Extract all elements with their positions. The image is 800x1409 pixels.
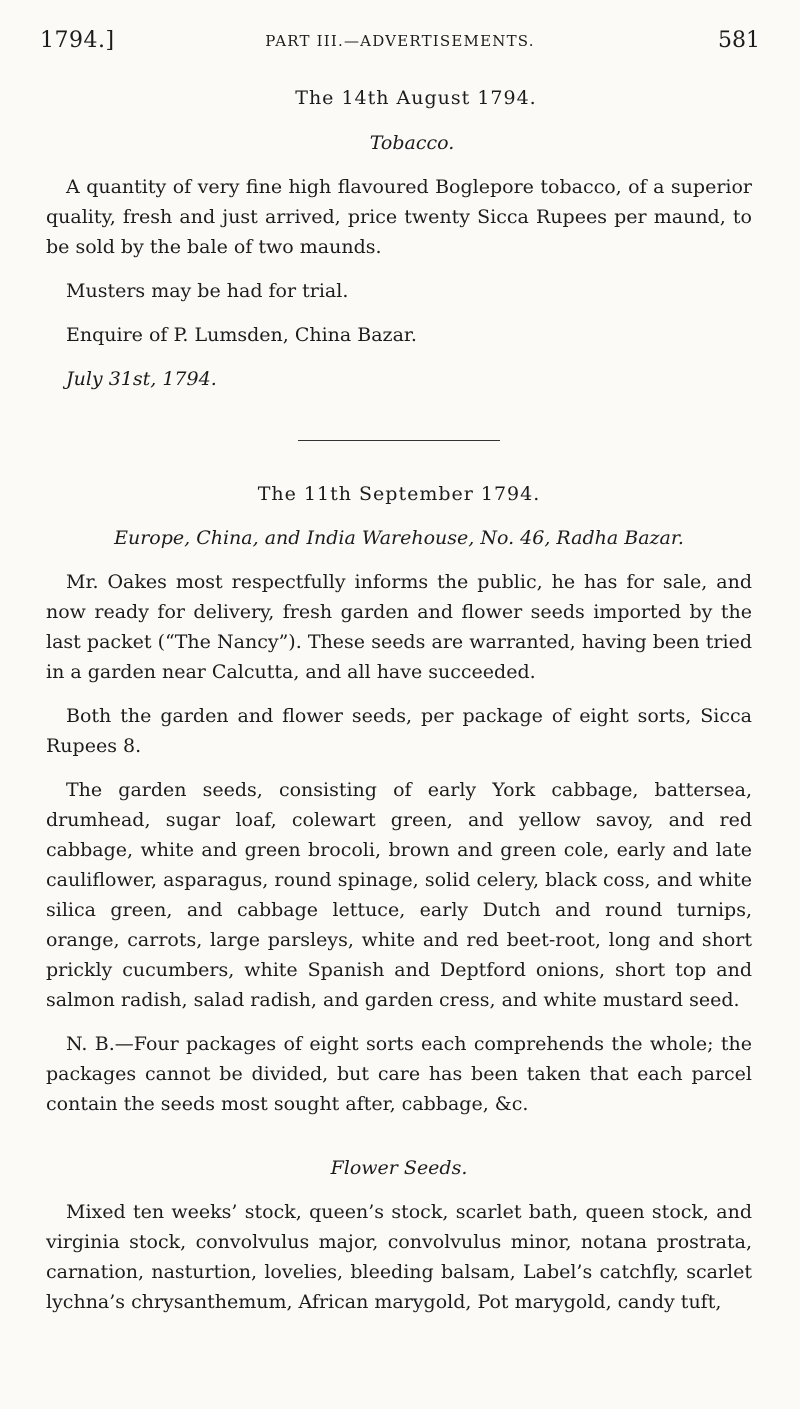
advert-signoff-date: July 31st, 1794. — [66, 368, 217, 390]
advert-heading: Tobacco. — [369, 132, 455, 154]
advert-heading: Europe, China, and India Warehouse, No. 46, Radha Bazar. — [114, 527, 684, 549]
advert-dateline: The 14th August 1794. — [295, 87, 537, 109]
paragraph: A quantity of very fine high flavoured Boglepore tobacco, of a superior quality, fresh and just arrived, price twenty Sicca Rupees per maund, to be sold by the bale of two maunds. — [46, 176, 752, 258]
flower-seeds-heading: Flower Seeds. — [330, 1157, 468, 1179]
paragraph: N. B.—Four packages of eight sorts each comprehends the whole; the packages cannot be divided, but care has been taken that each parcel contain the seeds most sought after, cabbage, &c. — [46, 1033, 752, 1115]
section-divider — [298, 440, 500, 441]
running-head — [40, 28, 760, 58]
page-content — [46, 83, 752, 1317]
paragraph: The garden seeds, consisting of early York cabbage, battersea, drumhead, sugar loaf, colewart green, and yellow savoy, and red cabbage, white and green brocoli, brown and green cole, early and late cauliflower, asparagus, round spinage, solid celery, black coss, and white silica green, and cabbage lettuce, early Dutch and round turnips, orange, carrots, large parsleys, white and red beet-root, long and short prickly cucumbers, white Spanish and Deptford onions, short top and salmon radish, salad radish, and garden cress, and white mustard seed. — [46, 779, 752, 1011]
header-section-title: PART III.—ADVERTISEMENTS. — [265, 32, 535, 50]
paragraph: Enquire of P. Lumsden, China Bazar. — [66, 324, 417, 346]
page-number: 581 — [718, 28, 760, 53]
paragraph: Musters may be had for trial. — [66, 280, 349, 302]
advert-tobacco — [46, 83, 752, 394]
paragraph: Mixed ten weeks’ stock, queen’s stock, scarlet bath, queen stock, and virginia stock, convolvulus major, convolvulus minor, notana prostrata, carnation, nasturtion, lovelies, bleeding balsam, Label’s catchfly, scarlet lychna’s chrysanthemum, African marygold, Pot marygold, candy tuft, — [46, 1201, 752, 1313]
advert-seeds — [46, 479, 752, 1317]
paragraph: Both the garden and flower seeds, per package of eight sorts, Sicca Rupees 8. — [46, 705, 752, 757]
paragraph: Mr. Oakes most respectfully informs the public, he has for sale, and now ready for delivery, fresh garden and flower seeds imported by the last packet (“The Nancy”). These seeds are warranted, having been tried in a garden near Calcutta, and all have succeeded. — [46, 571, 752, 683]
advert-dateline: The 11th September 1794. — [257, 483, 541, 505]
header-year: 1794.] — [40, 28, 115, 53]
